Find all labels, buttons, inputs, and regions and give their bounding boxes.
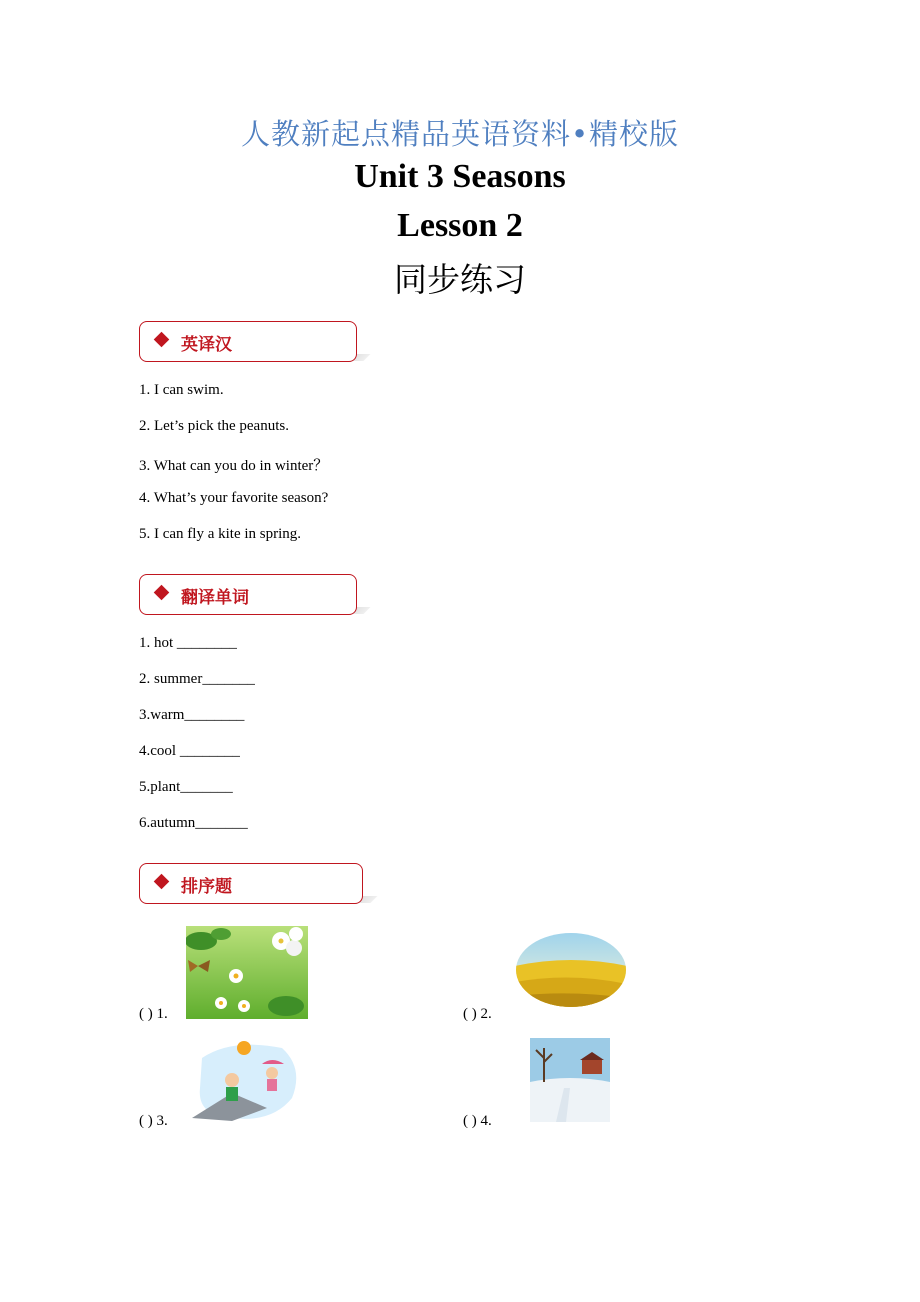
list-item: 1. I can swim. — [139, 382, 224, 398]
diamond-icon — [154, 874, 170, 890]
diamond-icon — [154, 585, 170, 601]
spring-picture — [186, 926, 308, 1019]
list-item: 5. I can fly a kite in spring. — [139, 526, 302, 542]
summer-picture — [192, 1038, 302, 1121]
choice-label: ( ) 1. — [139, 1006, 168, 1022]
list-item: 4.cool ________ — [139, 743, 240, 759]
section-heading-translate-en-cn — [139, 321, 357, 362]
list-item: 6.autumn_______ — [139, 815, 248, 831]
section-heading-ordering — [139, 863, 363, 904]
autumn-field-picture — [515, 932, 627, 1008]
lesson-title: Lesson 2 — [397, 207, 523, 244]
choice-label: ( ) 4. — [463, 1113, 492, 1129]
list-item: 3.warm________ — [139, 707, 245, 723]
list-item: 3. What can you do in winter？ — [139, 458, 329, 474]
choice-label: ( ) 3. — [139, 1113, 168, 1129]
choice-label: ( ) 2. — [463, 1006, 492, 1022]
list-item: 5.plant_______ — [139, 779, 233, 795]
brand-header: 人教新起点精品英语资料•精校版 — [240, 117, 680, 151]
diamond-icon — [154, 332, 170, 348]
list-item: 1. hot ________ — [139, 635, 237, 651]
section-heading-label: 英译汉 — [181, 335, 232, 355]
section-heading-label: 排序题 — [181, 877, 232, 897]
unit-title: Unit 3 Seasons — [354, 158, 566, 195]
list-item: 2. summer_______ — [139, 671, 255, 687]
list-item: 4. What’s your favorite season? — [139, 490, 329, 506]
practice-title: 同步练习 — [394, 260, 526, 299]
section-heading-translate-words — [139, 574, 357, 615]
list-item: 2. Let’s pick the peanuts. — [139, 418, 289, 434]
winter-picture — [530, 1038, 610, 1122]
section-heading-label: 翻译单词 — [181, 588, 249, 608]
